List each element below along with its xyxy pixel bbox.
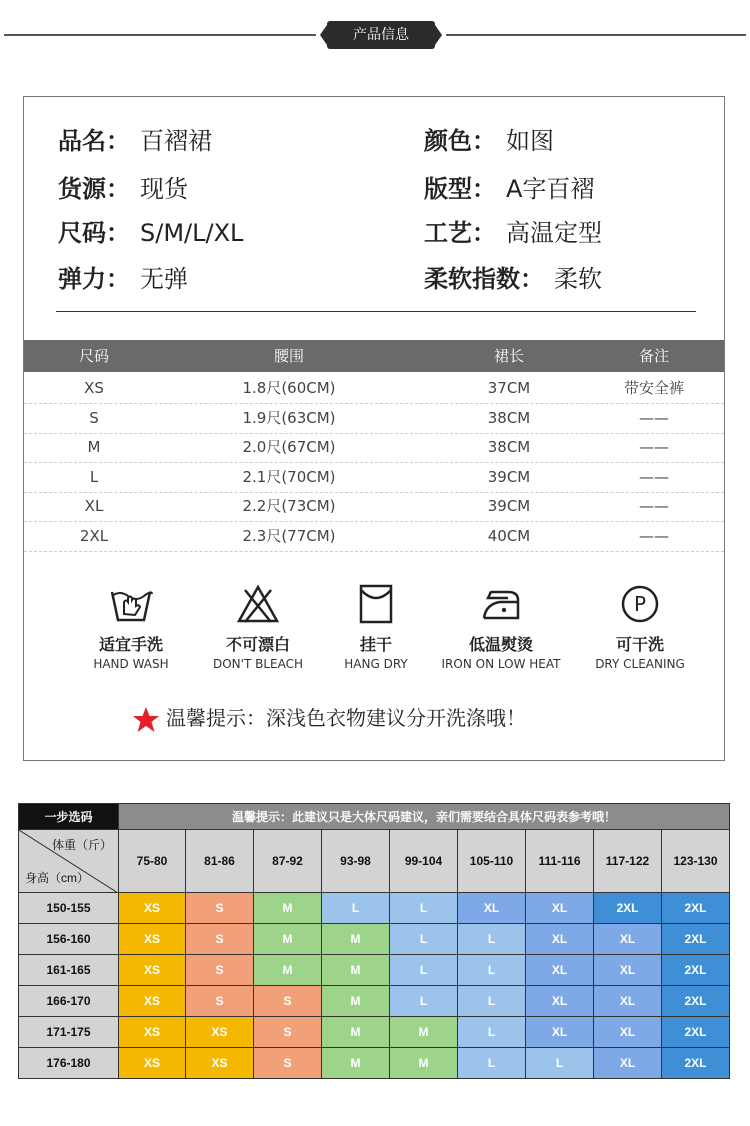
size-recommend-table xyxy=(18,803,730,1079)
size-cell: 2XL xyxy=(662,893,730,924)
no-bleach-icon xyxy=(235,584,281,624)
attribute-value: A字百褶 xyxy=(506,175,595,203)
table-row xyxy=(19,1048,730,1079)
cell-size: 2XL xyxy=(79,526,109,545)
header-line-right xyxy=(446,34,746,36)
height-range: 176-180 xyxy=(19,1048,119,1079)
care-label-cn: 可干洗 xyxy=(615,635,664,654)
weight-header: 105-110 xyxy=(458,830,526,893)
attribute-key: 品名： xyxy=(58,127,130,155)
table-row xyxy=(24,404,724,434)
cell-size: S xyxy=(89,408,99,427)
section-title: 产品信息 xyxy=(327,21,435,49)
attribute-item xyxy=(58,169,188,204)
size-cell: L xyxy=(390,924,458,955)
cell-length: 38CM xyxy=(487,408,531,427)
attribute-value: 如图 xyxy=(506,127,554,155)
product-info-card xyxy=(23,96,725,761)
size-cell: S xyxy=(254,1017,322,1048)
table-row xyxy=(24,463,724,493)
cell-length: 38CM xyxy=(487,438,531,456)
size-cell: XL xyxy=(594,955,662,986)
col-length: 裙长 xyxy=(493,347,524,365)
weight-header: 111-116 xyxy=(526,830,594,893)
care-label-cn: 低温熨烫 xyxy=(468,635,533,654)
size-cell: S xyxy=(186,986,254,1017)
attribute-key: 版型： xyxy=(424,175,496,203)
care-label-en: HAND WASH xyxy=(93,657,169,671)
size-cell: XL xyxy=(526,955,594,986)
size-cell: XL xyxy=(594,1048,662,1079)
size-cell: L xyxy=(526,1048,594,1079)
height-range: 166-170 xyxy=(19,986,119,1017)
attribute-item xyxy=(424,213,602,248)
weight-label: 体重（斤） xyxy=(51,838,112,852)
header-line-left xyxy=(4,34,316,36)
table-row xyxy=(19,986,730,1017)
attribute-item xyxy=(58,259,188,294)
attribute-item xyxy=(424,121,554,156)
attribute-item xyxy=(58,121,212,156)
size-cell: XS xyxy=(119,986,186,1017)
care-label-en: DRY CLEANING xyxy=(595,657,685,671)
cell-waist: 1.8尺(60CM) xyxy=(242,379,336,397)
weight-header: 75-80 xyxy=(119,830,186,893)
cell-waist: 2.3尺(77CM) xyxy=(242,526,336,545)
attribute-value: 无弹 xyxy=(140,265,188,293)
attribute-key: 尺码： xyxy=(58,219,130,247)
care-hand-wash xyxy=(66,584,196,671)
size-cell: S xyxy=(186,924,254,955)
table-row xyxy=(24,374,724,404)
attribute-value: 现货 xyxy=(140,175,188,203)
cell-remark: —— xyxy=(639,497,669,515)
cell-waist: 2.1尺(70CM) xyxy=(242,467,336,486)
size-cell: S xyxy=(186,955,254,986)
dry-clean-letter: P xyxy=(633,592,647,616)
care-label-en: IRON ON LOW HEAT xyxy=(441,657,561,671)
size-table-header xyxy=(24,340,724,372)
size-cell: M xyxy=(390,1017,458,1048)
hang-dry-icon xyxy=(353,584,399,624)
size-cell: XL xyxy=(594,986,662,1017)
size-cell: M xyxy=(322,1048,390,1079)
size-cell: M xyxy=(322,986,390,1017)
size-cell: M xyxy=(254,924,322,955)
divider xyxy=(56,311,696,312)
size-cell: S xyxy=(186,893,254,924)
size-cell: M xyxy=(322,924,390,955)
size-cell: XL xyxy=(526,924,594,955)
cell-length: 39CM xyxy=(487,467,531,486)
size-cell: L xyxy=(458,986,526,1017)
attribute-key: 货源： xyxy=(58,175,130,203)
care-label-cn: 不可漂白 xyxy=(225,635,290,654)
size-cell: M xyxy=(322,1017,390,1048)
height-range: 171-175 xyxy=(19,1017,119,1048)
cell-remark: —— xyxy=(639,526,669,545)
size-cell: L xyxy=(322,893,390,924)
care-label-cn: 适宜手洗 xyxy=(98,635,163,654)
care-no-bleach xyxy=(193,584,323,671)
size-cell: XS xyxy=(186,1048,254,1079)
size-cell: XS xyxy=(119,924,186,955)
weight-header: 99-104 xyxy=(390,830,458,893)
care-hang-dry xyxy=(311,584,441,671)
hand-wash-icon xyxy=(108,584,154,624)
size-cell: 2XL xyxy=(662,986,730,1017)
size-cell: XL xyxy=(458,893,526,924)
size-cell: 2XL xyxy=(594,893,662,924)
height-range: 161-165 xyxy=(19,955,119,986)
cell-remark: —— xyxy=(639,408,669,427)
weight-header: 123-130 xyxy=(662,830,730,893)
size-cell: 2XL xyxy=(662,955,730,986)
cell-waist: 1.9尺(63CM) xyxy=(242,408,336,427)
size-cell: L xyxy=(458,1048,526,1079)
size-cell: XS xyxy=(186,1017,254,1048)
care-dry-clean xyxy=(575,584,705,671)
attribute-key: 弹力： xyxy=(58,265,130,293)
attribute-item xyxy=(58,213,243,248)
attribute-value: 高温定型 xyxy=(506,219,602,247)
attribute-item xyxy=(424,169,594,204)
iron-low-icon xyxy=(478,584,524,624)
col-remark: 备注 xyxy=(638,347,669,365)
first-step-label: 一步选码 xyxy=(19,804,119,830)
size-cell: XS xyxy=(119,893,186,924)
size-cell: 2XL xyxy=(662,1017,730,1048)
col-size: 尺码 xyxy=(78,347,109,365)
table-row xyxy=(19,893,730,924)
size-cell: M xyxy=(254,955,322,986)
attribute-key: 工艺： xyxy=(424,219,496,247)
size-cell: XS xyxy=(119,1048,186,1079)
attribute-key: 柔软指数： xyxy=(424,265,544,293)
size-cell: 2XL xyxy=(662,1048,730,1079)
care-label-cn: 挂干 xyxy=(359,635,392,654)
size-cell: XL xyxy=(594,924,662,955)
care-label-en: HANG DRY xyxy=(344,657,408,671)
size-cell: XL xyxy=(526,893,594,924)
size-cell: XL xyxy=(526,1017,594,1048)
cell-remark: —— xyxy=(639,438,669,456)
size-cell: M xyxy=(254,893,322,924)
table-row xyxy=(19,955,730,986)
table-row xyxy=(19,1017,730,1048)
size-cell: L xyxy=(390,986,458,1017)
size-cell: S xyxy=(254,1048,322,1079)
weight-header: 87-92 xyxy=(254,830,322,893)
wash-tip xyxy=(132,702,526,734)
cell-remark: —— xyxy=(639,467,669,486)
table-row xyxy=(24,492,724,522)
cell-length: 39CM xyxy=(487,497,531,515)
recommend-notice: 温馨提示：此建议只是大体尺码建议，亲们需要结合具体尺码表参考哦！ xyxy=(119,804,730,830)
size-cell: L xyxy=(458,1017,526,1048)
size-cell: L xyxy=(458,924,526,955)
height-range: 150-155 xyxy=(19,893,119,924)
attribute-value: S/M/L/XL xyxy=(140,219,244,247)
cell-size: L xyxy=(89,467,99,486)
cell-size: M xyxy=(87,438,101,456)
size-cell: XS xyxy=(119,1017,186,1048)
height-label: 身高（cm） xyxy=(25,871,89,885)
dry-clean-icon xyxy=(617,584,663,624)
height-range: 156-160 xyxy=(19,924,119,955)
care-label-en: DON'T BLEACH xyxy=(212,657,303,671)
size-cell: XL xyxy=(526,986,594,1017)
cell-length: 37CM xyxy=(487,379,531,397)
size-cell: L xyxy=(390,955,458,986)
size-cell: XL xyxy=(594,1017,662,1048)
cell-waist: 2.2尺(73CM) xyxy=(242,497,336,515)
care-iron-low xyxy=(436,584,566,671)
size-cell: M xyxy=(322,955,390,986)
weight-header: 81-86 xyxy=(186,830,254,893)
weight-header: 93-98 xyxy=(322,830,390,893)
size-cell: S xyxy=(254,986,322,1017)
star-icon xyxy=(132,706,160,734)
cell-size: XS xyxy=(84,379,104,397)
attribute-item xyxy=(424,259,602,294)
attribute-key: 颜色： xyxy=(424,127,496,155)
attribute-value: 百褶裙 xyxy=(140,127,212,155)
wash-tip-text: 温馨提示：深浅色衣物建议分开洗涤哦！ xyxy=(166,706,526,730)
weight-header: 117-122 xyxy=(594,830,662,893)
table-row xyxy=(24,433,724,463)
table-row xyxy=(19,924,730,955)
size-cell: M xyxy=(390,1048,458,1079)
weight-height-corner xyxy=(19,830,119,893)
cell-waist: 2.0尺(67CM) xyxy=(242,438,336,456)
size-cell: XS xyxy=(119,955,186,986)
table-row xyxy=(24,522,724,552)
size-cell: 2XL xyxy=(662,924,730,955)
size-cell: L xyxy=(390,893,458,924)
col-waist: 腰围 xyxy=(273,347,304,365)
cell-size: XL xyxy=(84,497,104,515)
cell-length: 40CM xyxy=(487,526,531,545)
cell-remark: 带安全裤 xyxy=(623,379,684,397)
size-cell: L xyxy=(458,955,526,986)
attribute-value: 柔软 xyxy=(554,265,602,293)
